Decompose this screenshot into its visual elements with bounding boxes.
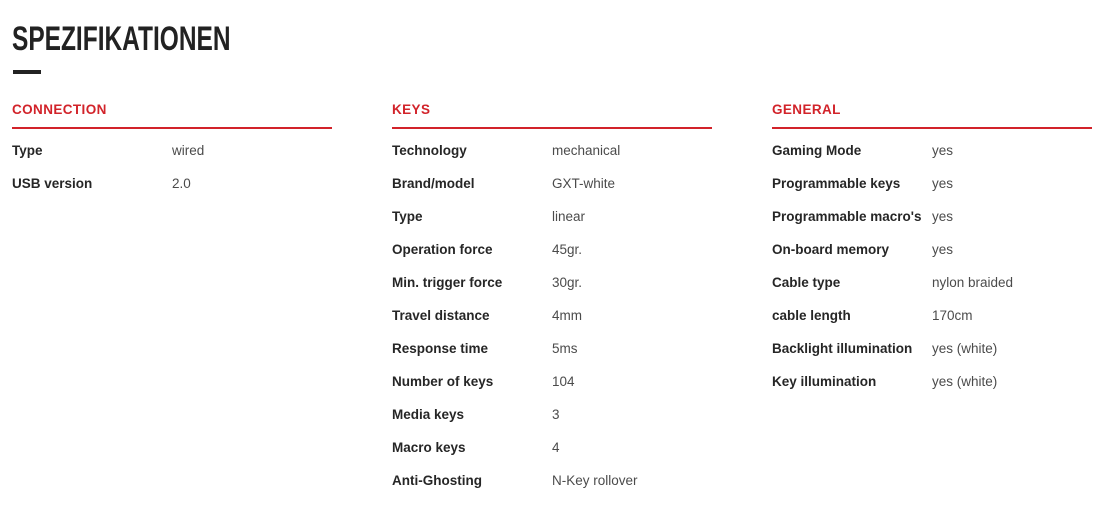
spec-row — [772, 332, 1092, 365]
spec-label: Brand/model — [392, 175, 475, 191]
spec-label: Macro keys — [392, 439, 466, 455]
spec-row — [772, 233, 1092, 266]
spec-label: Min. trigger force — [392, 274, 503, 290]
spec-label: Response time — [392, 340, 489, 356]
spec-value: 170cm — [932, 307, 973, 323]
spec-row — [772, 299, 1092, 332]
spec-value: GXT-white — [552, 175, 616, 191]
spec-columns — [12, 100, 1093, 497]
spec-value: nylon braided — [932, 274, 1014, 290]
spec-value: yes — [932, 241, 954, 257]
spec-value: yes — [932, 208, 954, 224]
spec-value: 3 — [552, 406, 560, 422]
spec-label: Programmable keys — [772, 175, 901, 191]
spec-value: 45gr. — [552, 241, 583, 257]
spec-row — [772, 266, 1092, 299]
spec-value: yes — [932, 142, 954, 158]
spec-value: 5ms — [552, 340, 578, 356]
spec-value: yes (white) — [932, 340, 998, 356]
spec-value: 4 — [552, 439, 560, 455]
spec-row — [772, 200, 1092, 233]
spec-rows-keys — [392, 129, 712, 497]
page-title: SPEZIFIKATIONEN — [12, 20, 231, 58]
spec-row — [392, 398, 712, 431]
spec-label: Backlight illumination — [772, 340, 913, 356]
spec-row — [392, 167, 712, 200]
spec-row — [392, 233, 712, 266]
spec-label: Type — [12, 142, 43, 158]
spec-row — [772, 167, 1092, 200]
spec-label: On-board memory — [772, 241, 890, 257]
spec-label: Number of keys — [392, 373, 494, 389]
spec-value: 2.0 — [172, 175, 191, 191]
spec-row — [392, 332, 712, 365]
spec-label: Type — [392, 208, 423, 224]
spec-label: Media keys — [392, 406, 465, 422]
spec-label: cable length — [772, 307, 851, 323]
spec-row — [392, 266, 712, 299]
spec-value: 104 — [552, 373, 575, 389]
spec-rows-connection — [12, 129, 332, 200]
spec-row — [12, 167, 332, 200]
spec-label: Programmable macro's — [772, 208, 922, 224]
spec-value: N-Key rollover — [552, 472, 638, 488]
title-dash — [13, 70, 41, 74]
spec-section-connection — [12, 100, 332, 497]
spec-label: Key illumination — [772, 373, 877, 389]
spec-row — [772, 134, 1092, 167]
spec-label: Operation force — [392, 241, 493, 257]
spec-row — [12, 134, 332, 167]
spec-label: Anti-Ghosting — [392, 472, 482, 488]
spec-label: USB version — [12, 175, 93, 191]
section-header-connection: CONNECTION — [12, 100, 332, 129]
spec-row — [772, 365, 1092, 398]
spec-row — [392, 365, 712, 398]
spec-value: mechanical — [552, 142, 621, 158]
spec-row — [392, 464, 712, 497]
spec-value: linear — [552, 208, 586, 224]
spec-value: 30gr. — [552, 274, 583, 290]
spec-value: 4mm — [552, 307, 582, 323]
spec-row — [392, 134, 712, 167]
spec-section-keys — [392, 100, 712, 497]
spec-row — [392, 299, 712, 332]
spec-label: Cable type — [772, 274, 841, 290]
section-header-keys: KEYS — [392, 100, 712, 129]
spec-label: Travel distance — [392, 307, 490, 323]
spec-row — [392, 200, 712, 233]
spec-value: yes (white) — [932, 373, 998, 389]
spec-section-general — [772, 100, 1092, 497]
spec-row — [392, 431, 712, 464]
section-header-general: GENERAL — [772, 100, 1092, 129]
spec-label: Technology — [392, 142, 467, 158]
spec-value: yes — [932, 175, 954, 191]
spec-label: Gaming Mode — [772, 142, 862, 158]
spec-rows-general — [772, 129, 1092, 398]
spec-value: wired — [172, 142, 205, 158]
